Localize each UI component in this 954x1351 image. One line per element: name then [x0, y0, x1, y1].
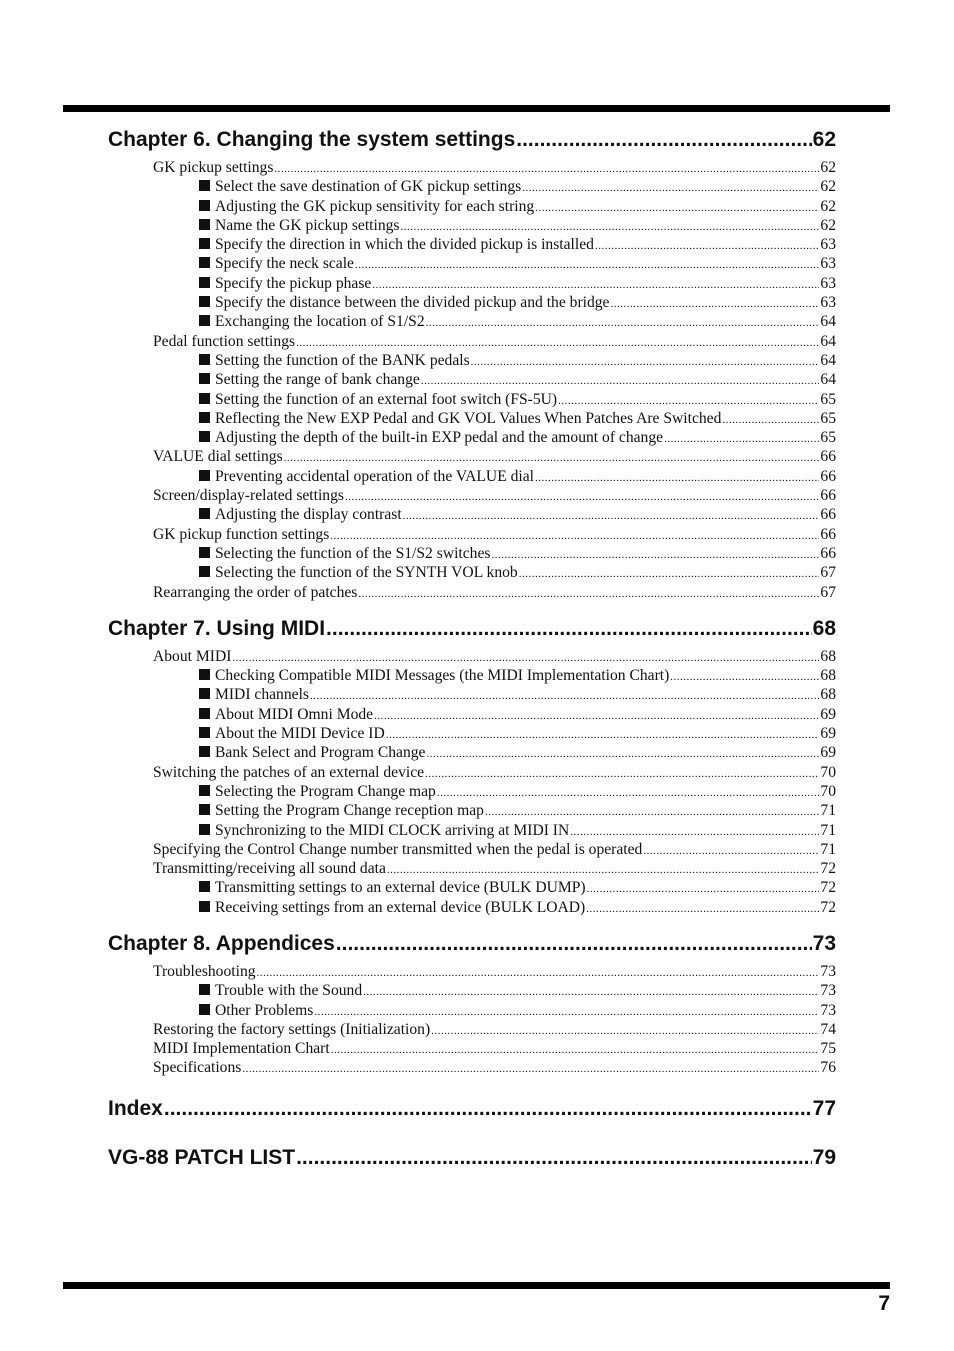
- entry-page-number: 68: [820, 686, 836, 704]
- entry-label: Rearranging the order of patches: [153, 583, 358, 601]
- chapter-page-number: 77: [812, 1096, 836, 1120]
- dot-leader: [535, 202, 819, 214]
- toc-entry[interactable]: [108, 1059, 836, 1078]
- toc-subentry[interactable]: [108, 802, 836, 821]
- toc-subentry[interactable]: [108, 1002, 836, 1021]
- entry-page-number: 62: [820, 197, 836, 215]
- toc-entry[interactable]: [108, 1040, 836, 1059]
- dot-leader: [426, 748, 819, 760]
- toc-subentry[interactable]: [108, 178, 836, 197]
- square-bullet-icon: [199, 373, 210, 384]
- square-bullet-icon: [199, 508, 210, 519]
- dot-leader: [242, 1063, 819, 1075]
- dot-leader: [358, 588, 819, 600]
- dot-leader: [387, 864, 820, 876]
- square-bullet-icon: [199, 354, 210, 365]
- chapter-title: VG-88 PATCH LIST: [108, 1145, 296, 1169]
- square-bullet-icon: [199, 412, 210, 423]
- entry-page-number: 69: [820, 705, 836, 723]
- entry-page-number: 72: [820, 860, 836, 878]
- dot-leader: [535, 472, 819, 484]
- toc-subentry[interactable]: [108, 899, 836, 918]
- toc-entry[interactable]: [108, 1021, 836, 1040]
- entry-label: Specify the pickup phase: [215, 274, 372, 292]
- entry-page-number: 72: [820, 898, 836, 916]
- square-bullet-icon: [199, 238, 210, 249]
- entry-label: Selecting the function of the SYNTH VOL knob: [215, 564, 518, 582]
- entry-page-number: 72: [820, 879, 836, 897]
- toc-subentry[interactable]: [108, 667, 836, 686]
- dot-leader: [570, 826, 819, 838]
- toc-subentry[interactable]: [108, 468, 836, 487]
- entry-label: Transmitting/receiving all sound data: [153, 860, 386, 878]
- toc-subentry[interactable]: [108, 982, 836, 1001]
- entry-page-number: 64: [820, 351, 836, 369]
- chapter-heading[interactable]: [108, 1146, 836, 1177]
- entry-label: Setting the function of the BANK pedals: [215, 351, 470, 369]
- toc-entry[interactable]: [108, 526, 836, 545]
- dot-leader: [310, 690, 819, 702]
- square-bullet-icon: [199, 688, 210, 699]
- entry-page-number: 71: [820, 802, 836, 820]
- entry-label: Setting the function of an external foot switch (FS-5U): [215, 390, 558, 408]
- dot-leader: [426, 317, 820, 329]
- entry-label: Restoring the factory settings (Initialization): [153, 1020, 431, 1038]
- dot-leader: [326, 617, 812, 641]
- toc-subentry[interactable]: [108, 410, 836, 429]
- square-bullet-icon: [199, 727, 210, 738]
- entry-page-number: 65: [820, 390, 836, 408]
- dot-leader: [425, 768, 819, 780]
- entry-page-number: 69: [820, 744, 836, 762]
- square-bullet-icon: [199, 708, 210, 719]
- toc-subentry[interactable]: [108, 744, 836, 763]
- toc-subentry[interactable]: [108, 313, 836, 332]
- chapter-heading[interactable]: [108, 617, 836, 648]
- entry-label: Preventing accidental operation of the VALUE dial: [215, 467, 535, 485]
- dot-leader: [595, 240, 819, 252]
- toc-subentry[interactable]: [108, 198, 836, 217]
- entry-page-number: 65: [820, 429, 836, 447]
- square-bullet-icon: [199, 547, 210, 558]
- dot-leader: [296, 337, 819, 349]
- dot-leader: [664, 433, 819, 445]
- dot-leader: [522, 182, 819, 194]
- dot-leader: [437, 787, 820, 799]
- toc-entry[interactable]: [108, 648, 836, 667]
- entry-page-number: 63: [820, 294, 836, 312]
- dot-leader: [374, 710, 819, 722]
- chapter-page-number: 73: [812, 931, 836, 955]
- square-bullet-icon: [199, 1004, 210, 1015]
- square-bullet-icon: [199, 257, 210, 268]
- entry-page-number: 64: [820, 371, 836, 389]
- dot-leader: [401, 221, 820, 233]
- square-bullet-icon: [199, 669, 210, 680]
- dot-leader: [670, 671, 819, 683]
- toc-subentry[interactable]: [108, 545, 836, 564]
- entry-page-number: 73: [820, 962, 836, 980]
- entry-label: Switching the patches of an external device: [153, 763, 425, 781]
- entry-label: Reflecting the New EXP Pedal and GK VOL Values When Patches Are Switched: [215, 409, 722, 427]
- entry-label: Specify the neck scale: [215, 255, 354, 273]
- table-of-contents: [108, 128, 836, 1177]
- entry-label: Screen/display-related settings: [153, 487, 344, 505]
- entry-page-number: 76: [820, 1059, 836, 1077]
- entry-label: Receiving settings from an external device (BULK LOAD): [215, 898, 586, 916]
- dot-leader: [232, 652, 819, 664]
- entry-page-number: 75: [820, 1040, 836, 1058]
- toc-subentry[interactable]: [108, 294, 836, 313]
- entry-page-number: 66: [820, 544, 836, 562]
- entry-label: Other Problems: [215, 1001, 314, 1019]
- entry-page-number: 66: [820, 525, 836, 543]
- square-bullet-icon: [199, 881, 210, 892]
- entry-page-number: 65: [820, 409, 836, 427]
- toc-entry[interactable]: [108, 487, 836, 506]
- dot-leader: [516, 128, 811, 152]
- entry-page-number: 73: [820, 1001, 836, 1019]
- dot-leader: [164, 1097, 812, 1121]
- toc-subentry[interactable]: [108, 725, 836, 744]
- entry-label: About MIDI: [153, 647, 232, 665]
- toc-subentry[interactable]: [108, 706, 836, 725]
- entry-label: Synchronizing to the MIDI CLOCK arriving at MIDI IN: [215, 821, 570, 839]
- entry-page-number: 62: [820, 178, 836, 196]
- square-bullet-icon: [199, 804, 210, 815]
- entry-page-number: 62: [820, 159, 836, 176]
- toc-subentry[interactable]: [108, 391, 836, 410]
- chapter-title: Chapter 7. Using MIDI: [108, 616, 326, 640]
- square-bullet-icon: [199, 984, 210, 995]
- toc-subentry[interactable]: [108, 822, 836, 841]
- toc-subentry[interactable]: [108, 429, 836, 448]
- square-bullet-icon: [199, 180, 210, 191]
- entry-label: Specifying the Control Change number transmitted when the pedal is operated: [153, 840, 643, 858]
- entry-label: Specify the distance between the divided pickup and the bridge: [215, 294, 610, 312]
- dot-leader: [314, 1006, 819, 1018]
- dot-leader: [284, 452, 820, 464]
- dot-leader: [485, 806, 819, 818]
- entry-page-number: 71: [820, 840, 836, 858]
- toc-subentry[interactable]: [108, 275, 836, 294]
- dot-leader: [345, 491, 819, 503]
- dot-leader: [274, 163, 819, 175]
- dot-leader: [330, 530, 819, 542]
- toc-entry[interactable]: [108, 584, 836, 603]
- dot-leader: [643, 845, 819, 857]
- entry-label: Adjusting the depth of the built-in EXP pedal and the amount of change: [215, 429, 664, 447]
- dot-leader: [331, 1044, 820, 1056]
- chapter-heading[interactable]: [108, 932, 836, 963]
- entry-page-number: 64: [820, 313, 836, 331]
- entry-page-number: 63: [820, 274, 836, 292]
- toc-entry[interactable]: [108, 159, 836, 178]
- dot-leader: [421, 375, 820, 387]
- entry-label: MIDI Implementation Chart: [153, 1040, 330, 1058]
- dot-leader: [363, 986, 819, 998]
- chapter-heading[interactable]: [108, 128, 836, 159]
- toc-entry[interactable]: [108, 764, 836, 783]
- square-bullet-icon: [199, 824, 210, 835]
- page-number: 7: [878, 1292, 890, 1315]
- entry-page-number: 67: [820, 583, 836, 601]
- entry-label: Bank Select and Program Change: [215, 744, 426, 762]
- chapter-title: Index: [108, 1096, 163, 1120]
- toc-entry[interactable]: [108, 841, 836, 860]
- square-bullet-icon: [199, 785, 210, 796]
- dot-leader: [257, 967, 820, 979]
- dot-leader: [386, 729, 820, 741]
- dot-leader: [610, 298, 819, 310]
- square-bullet-icon: [199, 431, 210, 442]
- entry-label: VALUE dial settings: [153, 448, 283, 466]
- entry-label: Specifications: [153, 1059, 242, 1077]
- entry-page-number: 62: [820, 216, 836, 234]
- square-bullet-icon: [199, 315, 210, 326]
- dot-leader: [403, 510, 820, 522]
- toc-subentry[interactable]: [108, 506, 836, 525]
- toc-subentry[interactable]: [108, 783, 836, 802]
- dot-leader: [519, 568, 820, 580]
- entry-label: Adjusting the display contrast: [215, 506, 402, 524]
- dot-leader: [372, 279, 819, 291]
- entry-page-number: 63: [820, 255, 836, 273]
- entry-page-number: 64: [820, 332, 836, 350]
- dot-leader: [558, 395, 819, 407]
- dot-leader: [355, 259, 819, 271]
- bottom-rule: [63, 1282, 890, 1289]
- chapter-page-number: 62: [812, 128, 836, 151]
- toc-subentry[interactable]: [108, 236, 836, 255]
- toc-entry[interactable]: [108, 963, 836, 982]
- entry-page-number: 67: [820, 564, 836, 582]
- square-bullet-icon: [199, 470, 210, 481]
- entry-label: Adjusting the GK pickup sensitivity for each string: [215, 197, 535, 215]
- entry-page-number: 71: [820, 821, 836, 839]
- entry-label: Select the save destination of GK pickup settings: [215, 178, 522, 196]
- entry-label: About the MIDI Device ID: [215, 725, 385, 743]
- entry-page-number: 68: [820, 647, 836, 665]
- toc-subentry[interactable]: [108, 371, 836, 390]
- entry-page-number: 68: [820, 667, 836, 685]
- entry-page-number: 70: [820, 782, 836, 800]
- chapter-title: Chapter 6. Changing the system settings: [108, 128, 516, 151]
- entry-label: Name the GK pickup settings: [215, 216, 400, 234]
- square-bullet-icon: [199, 901, 210, 912]
- entry-label: Troubleshooting: [153, 962, 256, 980]
- entry-label: Setting the range of bank change: [215, 371, 420, 389]
- dot-leader: [491, 549, 819, 561]
- square-bullet-icon: [199, 296, 210, 307]
- dot-leader: [296, 1146, 812, 1170]
- entry-label: Selecting the Program Change map: [215, 782, 436, 800]
- dot-leader: [471, 356, 820, 368]
- entry-label: Selecting the function of the S1/S2 switches: [215, 544, 491, 562]
- entry-page-number: 66: [820, 506, 836, 524]
- dot-leader: [586, 903, 819, 915]
- entry-label: Trouble with the Sound: [215, 982, 363, 1000]
- entry-page-number: 63: [820, 236, 836, 254]
- chapter-page-number: 79: [812, 1145, 836, 1169]
- square-bullet-icon: [199, 277, 210, 288]
- square-bullet-icon: [199, 200, 210, 211]
- entry-label: Checking Compatible MIDI Messages (the MIDI Implementation Chart): [215, 667, 670, 685]
- toc-subentry[interactable]: [108, 879, 836, 898]
- toc-subentry[interactable]: [108, 352, 836, 371]
- chapter-page-number: 68: [812, 616, 836, 640]
- entry-label: Transmitting settings to an external device (BULK DUMP): [215, 879, 586, 897]
- chapter-heading[interactable]: [108, 1097, 836, 1128]
- entry-label: GK pickup settings: [153, 159, 274, 176]
- entry-label: Pedal function settings: [153, 332, 296, 350]
- toc-subentry[interactable]: [108, 686, 836, 705]
- entry-page-number: 66: [820, 467, 836, 485]
- entry-label: Setting the Program Change reception map: [215, 802, 484, 820]
- dot-leader: [587, 883, 820, 895]
- dot-leader: [431, 1025, 819, 1037]
- entry-page-number: 73: [820, 982, 836, 1000]
- entry-label: MIDI channels: [215, 686, 309, 704]
- toc-subentry[interactable]: [108, 217, 836, 236]
- toc-entry[interactable]: [108, 448, 836, 467]
- toc-entry[interactable]: [108, 860, 836, 879]
- entry-page-number: 66: [820, 448, 836, 466]
- square-bullet-icon: [199, 393, 210, 404]
- square-bullet-icon: [199, 746, 210, 757]
- entry-page-number: 69: [820, 725, 836, 743]
- entry-page-number: 70: [820, 763, 836, 781]
- dot-leader: [336, 932, 812, 956]
- square-bullet-icon: [199, 566, 210, 577]
- entry-label: Exchanging the location of S1/S2: [215, 313, 425, 331]
- toc-subentry[interactable]: [108, 255, 836, 274]
- square-bullet-icon: [199, 219, 210, 230]
- toc-entry[interactable]: [108, 333, 836, 352]
- toc-subentry[interactable]: [108, 564, 836, 583]
- dot-leader: [722, 414, 819, 426]
- entry-label: GK pickup function settings: [153, 525, 330, 543]
- entry-page-number: 66: [820, 487, 836, 505]
- entry-label: About MIDI Omni Mode: [215, 705, 374, 723]
- chapter-title: Chapter 8. Appendices: [108, 931, 335, 955]
- entry-page-number: 74: [820, 1020, 836, 1038]
- top-rule: [63, 105, 890, 112]
- entry-label: Specify the direction in which the divided pickup is installed: [215, 236, 594, 254]
